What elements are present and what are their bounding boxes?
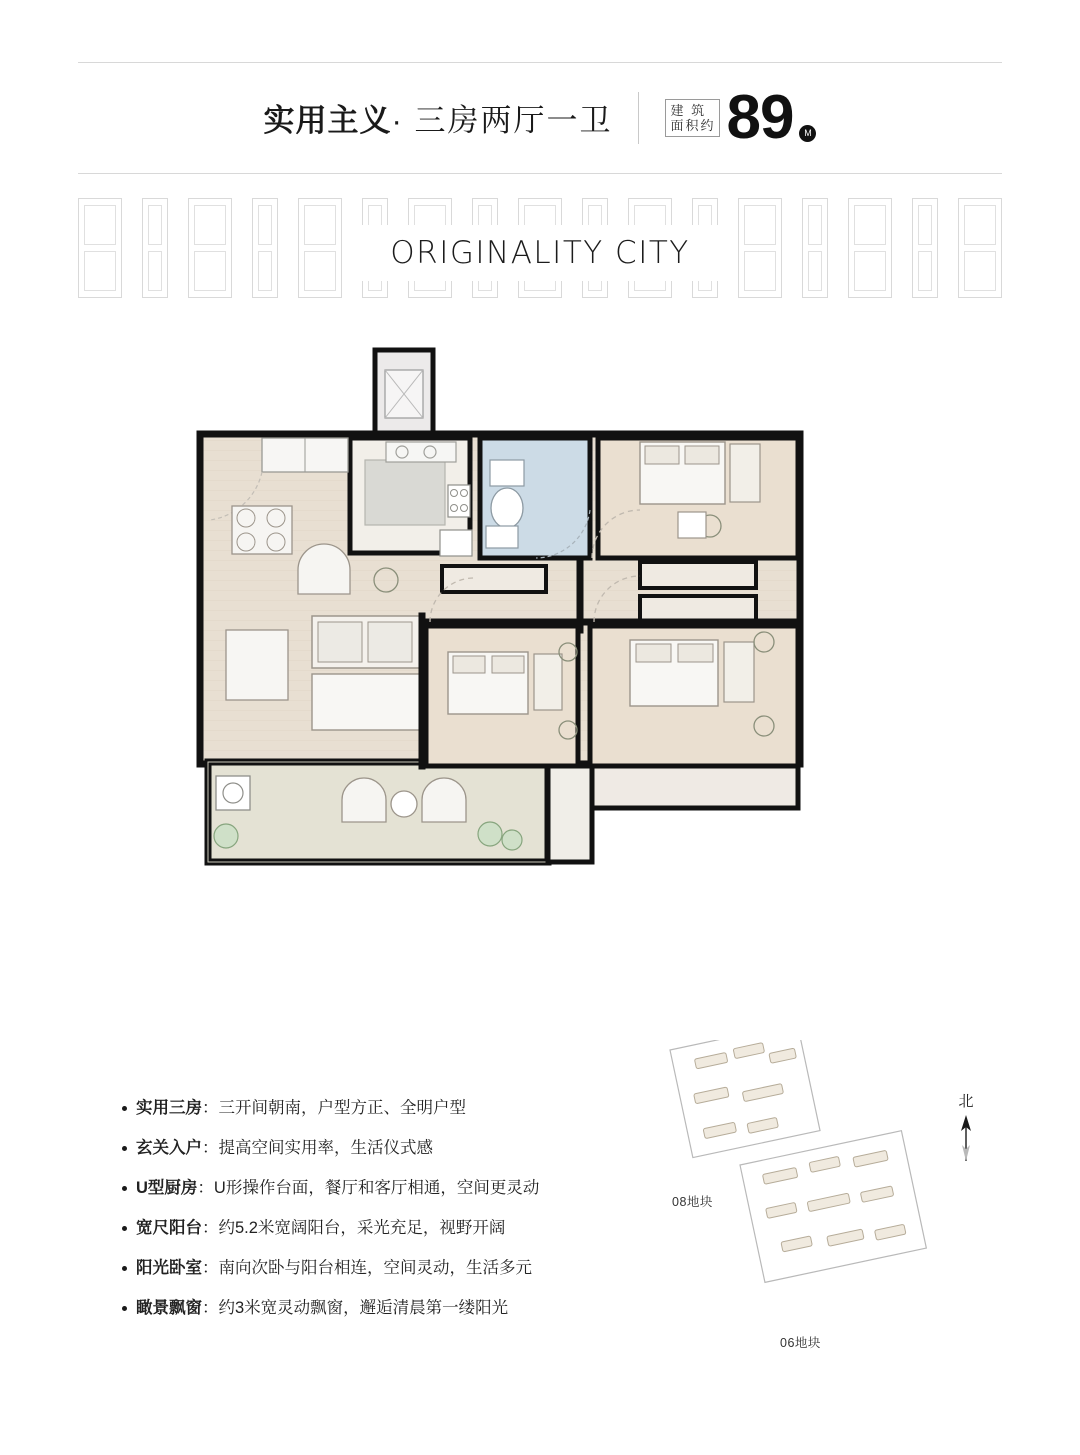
kitchen	[350, 438, 472, 556]
door-icon	[252, 198, 278, 298]
area-block	[665, 83, 816, 153]
door-icon	[188, 198, 232, 298]
feature-key: 阳光卧室	[136, 1259, 202, 1277]
header-divider	[638, 92, 639, 144]
feature-list	[122, 1098, 642, 1338]
feature-key: 瞰景飘窗	[136, 1299, 202, 1317]
brand-title: ORIGINALITY CITY	[356, 225, 723, 281]
compass-needle-icon	[955, 1115, 977, 1161]
area-label	[665, 99, 720, 137]
feature-value: ：U形操作台面，餐厅和客厅相通，空间更灵动	[197, 1179, 540, 1197]
compass	[946, 1090, 986, 1161]
door-icon	[802, 198, 828, 298]
area-label-line2: 面积约	[670, 117, 716, 133]
feature-key: 玄关入户	[136, 1139, 202, 1157]
list-item	[122, 1138, 642, 1159]
floor-plan-drawing	[190, 330, 890, 1010]
feature-value: ：提高空间实用率，生活仪式感	[202, 1139, 433, 1157]
list-item	[122, 1098, 642, 1119]
list-item	[122, 1218, 642, 1239]
list-item	[122, 1178, 642, 1199]
site-maps	[630, 1040, 1030, 1370]
area-unit-badge: M	[799, 125, 816, 142]
door-icon	[298, 198, 342, 298]
door-icon	[848, 198, 892, 298]
feature-value: ：三开间朝南，户型方正、全明户型	[202, 1099, 466, 1117]
bullet-icon	[122, 1186, 127, 1191]
feature-key: 实用三房	[136, 1099, 202, 1117]
area-label-line1: 建 筑	[670, 102, 707, 118]
feature-key: U型厨房	[136, 1179, 198, 1197]
page-header	[78, 62, 1002, 174]
site-plan-drawing	[630, 1040, 1030, 1340]
page-title-strong: 实用主义	[263, 103, 392, 139]
door-icon	[142, 198, 168, 298]
compass-north-label: 北	[958, 1093, 974, 1110]
list-item	[122, 1298, 642, 1319]
entry-shaft	[375, 350, 433, 435]
feature-value: ：约3米宽灵动飘窗，邂逅清晨第一缕阳光	[202, 1299, 509, 1317]
bullet-icon	[122, 1306, 127, 1311]
feature-value: ：南向次卧与阳台相连，空间灵动，生活多元	[202, 1259, 532, 1277]
balcony-southeast	[548, 766, 592, 862]
feature-key: 宽尺阳台	[136, 1219, 202, 1237]
bullet-icon	[122, 1226, 127, 1231]
header-inner	[263, 83, 817, 153]
bullet-icon	[122, 1146, 127, 1151]
door-icon	[958, 198, 1002, 298]
door-icon	[78, 198, 122, 298]
feature-value: ：约5.2米宽阔阳台，采光充足，视野开阔	[202, 1219, 506, 1237]
door-icon	[738, 198, 782, 298]
bullet-icon	[122, 1266, 127, 1271]
list-item	[122, 1258, 642, 1279]
bedroom-north	[598, 438, 798, 558]
area-number: 89	[726, 83, 794, 153]
dining-area	[232, 506, 292, 554]
page-title-light: · 三房两厅一卫	[391, 103, 613, 139]
page-title	[264, 95, 613, 140]
bathroom	[480, 438, 590, 558]
plot-08	[670, 1040, 820, 1158]
bullet-icon	[122, 1106, 127, 1111]
floor-plan	[0, 330, 1080, 1030]
bedroom-southeast	[590, 626, 798, 808]
door-icon	[912, 198, 938, 298]
plot-06-caption: 06地块	[780, 1336, 821, 1350]
plot-08-caption: 08地块	[672, 1195, 713, 1209]
brand-banner	[78, 198, 1002, 308]
plot-06	[740, 1131, 926, 1283]
